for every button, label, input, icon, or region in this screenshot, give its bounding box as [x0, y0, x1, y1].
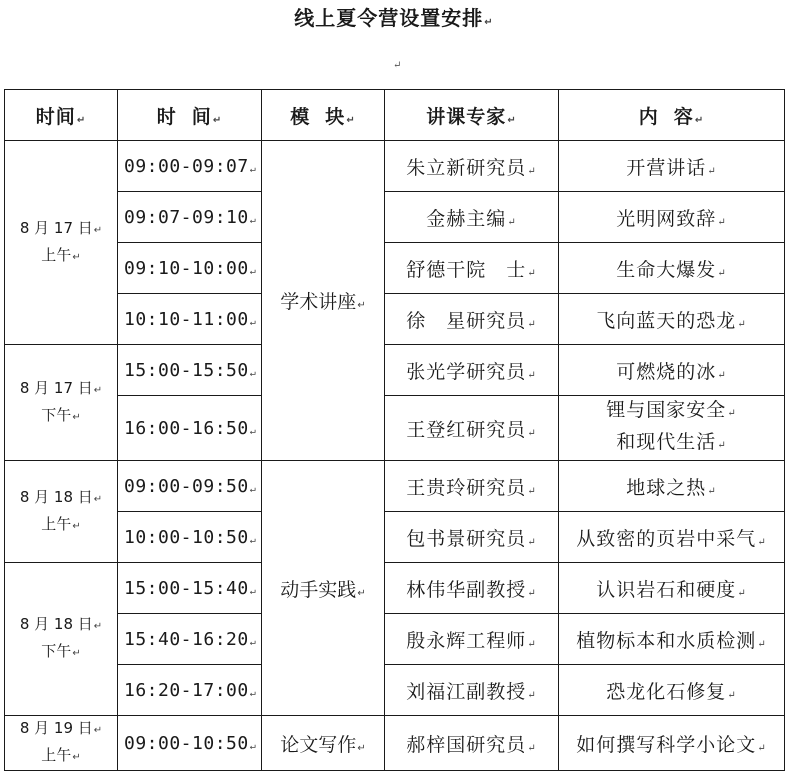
expert-cell: 舒德干院 士↵ [385, 243, 559, 294]
header-date: 时间↵ [5, 90, 118, 141]
expert-cell: 殷永辉工程师↵ [385, 614, 559, 665]
expert-cell: 金赫主编↵ [385, 192, 559, 243]
expert-cell: 刘福江副教授↵ [385, 665, 559, 716]
expert-cell: 张光学研究员↵ [385, 345, 559, 396]
table-row [5, 614, 785, 665]
time-cell: 09:07-09:10↵ [118, 192, 262, 243]
content-cell: 如何撰写科学小论文↵ [559, 716, 785, 771]
table-row [5, 396, 785, 461]
content-cell: 从致密的页岩中采气↵ [559, 512, 785, 563]
header-module: 模块↵ [262, 90, 385, 141]
table-row [5, 243, 785, 294]
date-cell: 8 月 17 日↵ 下午↵ [5, 345, 118, 461]
header-time: 时间↵ [118, 90, 262, 141]
expert-cell: 王登红研究员↵ [385, 396, 559, 461]
content-cell: 生命大爆发↵ [559, 243, 785, 294]
module-cell: 学术讲座↵ [262, 141, 385, 461]
table-row [5, 665, 785, 716]
time-cell: 09:00-10:50↵ [118, 716, 262, 771]
date-cell: 8 月 18 日↵ 上午↵ [5, 461, 118, 563]
header-row [5, 90, 785, 141]
content-cell: 认识岩石和硬度↵ [559, 563, 785, 614]
content-cell: 飞向蓝天的恐龙↵ [559, 294, 785, 345]
expert-cell: 郝梓国研究员↵ [385, 716, 559, 771]
header-content: 内容↵ [559, 90, 785, 141]
date-cell: 8 月 18 日↵ 下午↵ [5, 563, 118, 716]
date-cell: 8 月 17 日↵ 上午↵ [5, 141, 118, 345]
module-cell: 论文写作↵ [262, 716, 385, 771]
module-cell: 动手实践↵ [262, 461, 385, 716]
table-row [5, 345, 785, 396]
table-row [5, 294, 785, 345]
paragraph-mark: ↵ [393, 60, 402, 71]
table-row [5, 512, 785, 563]
time-cell: 15:00-15:40↵ [118, 563, 262, 614]
time-cell: 10:10-11:00↵ [118, 294, 262, 345]
expert-cell: 王贵玲研究员↵ [385, 461, 559, 512]
time-cell: 09:10-10:00↵ [118, 243, 262, 294]
time-cell: 15:00-15:50↵ [118, 345, 262, 396]
content-cell: 恐龙化石修复↵ [559, 665, 785, 716]
expert-cell: 徐 星研究员↵ [385, 294, 559, 345]
table-row [5, 461, 785, 512]
time-cell: 16:20-17:00↵ [118, 665, 262, 716]
table-row [5, 716, 785, 771]
table-row [5, 563, 785, 614]
time-cell: 15:40-16:20↵ [118, 614, 262, 665]
content-cell: 开营讲话↵ [559, 141, 785, 192]
table-row [5, 141, 785, 192]
content-cell: 可燃烧的冰↵ [559, 345, 785, 396]
expert-cell: 朱立新研究员↵ [385, 141, 559, 192]
document-title: 线上夏令营设置安排↵ [294, 6, 494, 30]
table-row [5, 192, 785, 243]
expert-cell: 包书景研究员↵ [385, 512, 559, 563]
time-cell: 16:00-16:50↵ [118, 396, 262, 461]
date-cell: 8 月 19 日↵ 上午↵ [5, 716, 118, 771]
time-cell: 10:00-10:50↵ [118, 512, 262, 563]
content-cell: 锂与国家安全↵ 和现代生活↵ [559, 396, 785, 461]
content-cell: 地球之热↵ [559, 461, 785, 512]
content-cell: 光明网致辞↵ [559, 192, 785, 243]
content-cell: 植物标本和水质检测↵ [559, 614, 785, 665]
time-cell: 09:00-09:07↵ [118, 141, 262, 192]
schedule-table [4, 89, 785, 771]
expert-cell: 林伟华副教授↵ [385, 563, 559, 614]
header-expert: 讲课专家↵ [385, 90, 559, 141]
time-cell: 09:00-09:50↵ [118, 461, 262, 512]
